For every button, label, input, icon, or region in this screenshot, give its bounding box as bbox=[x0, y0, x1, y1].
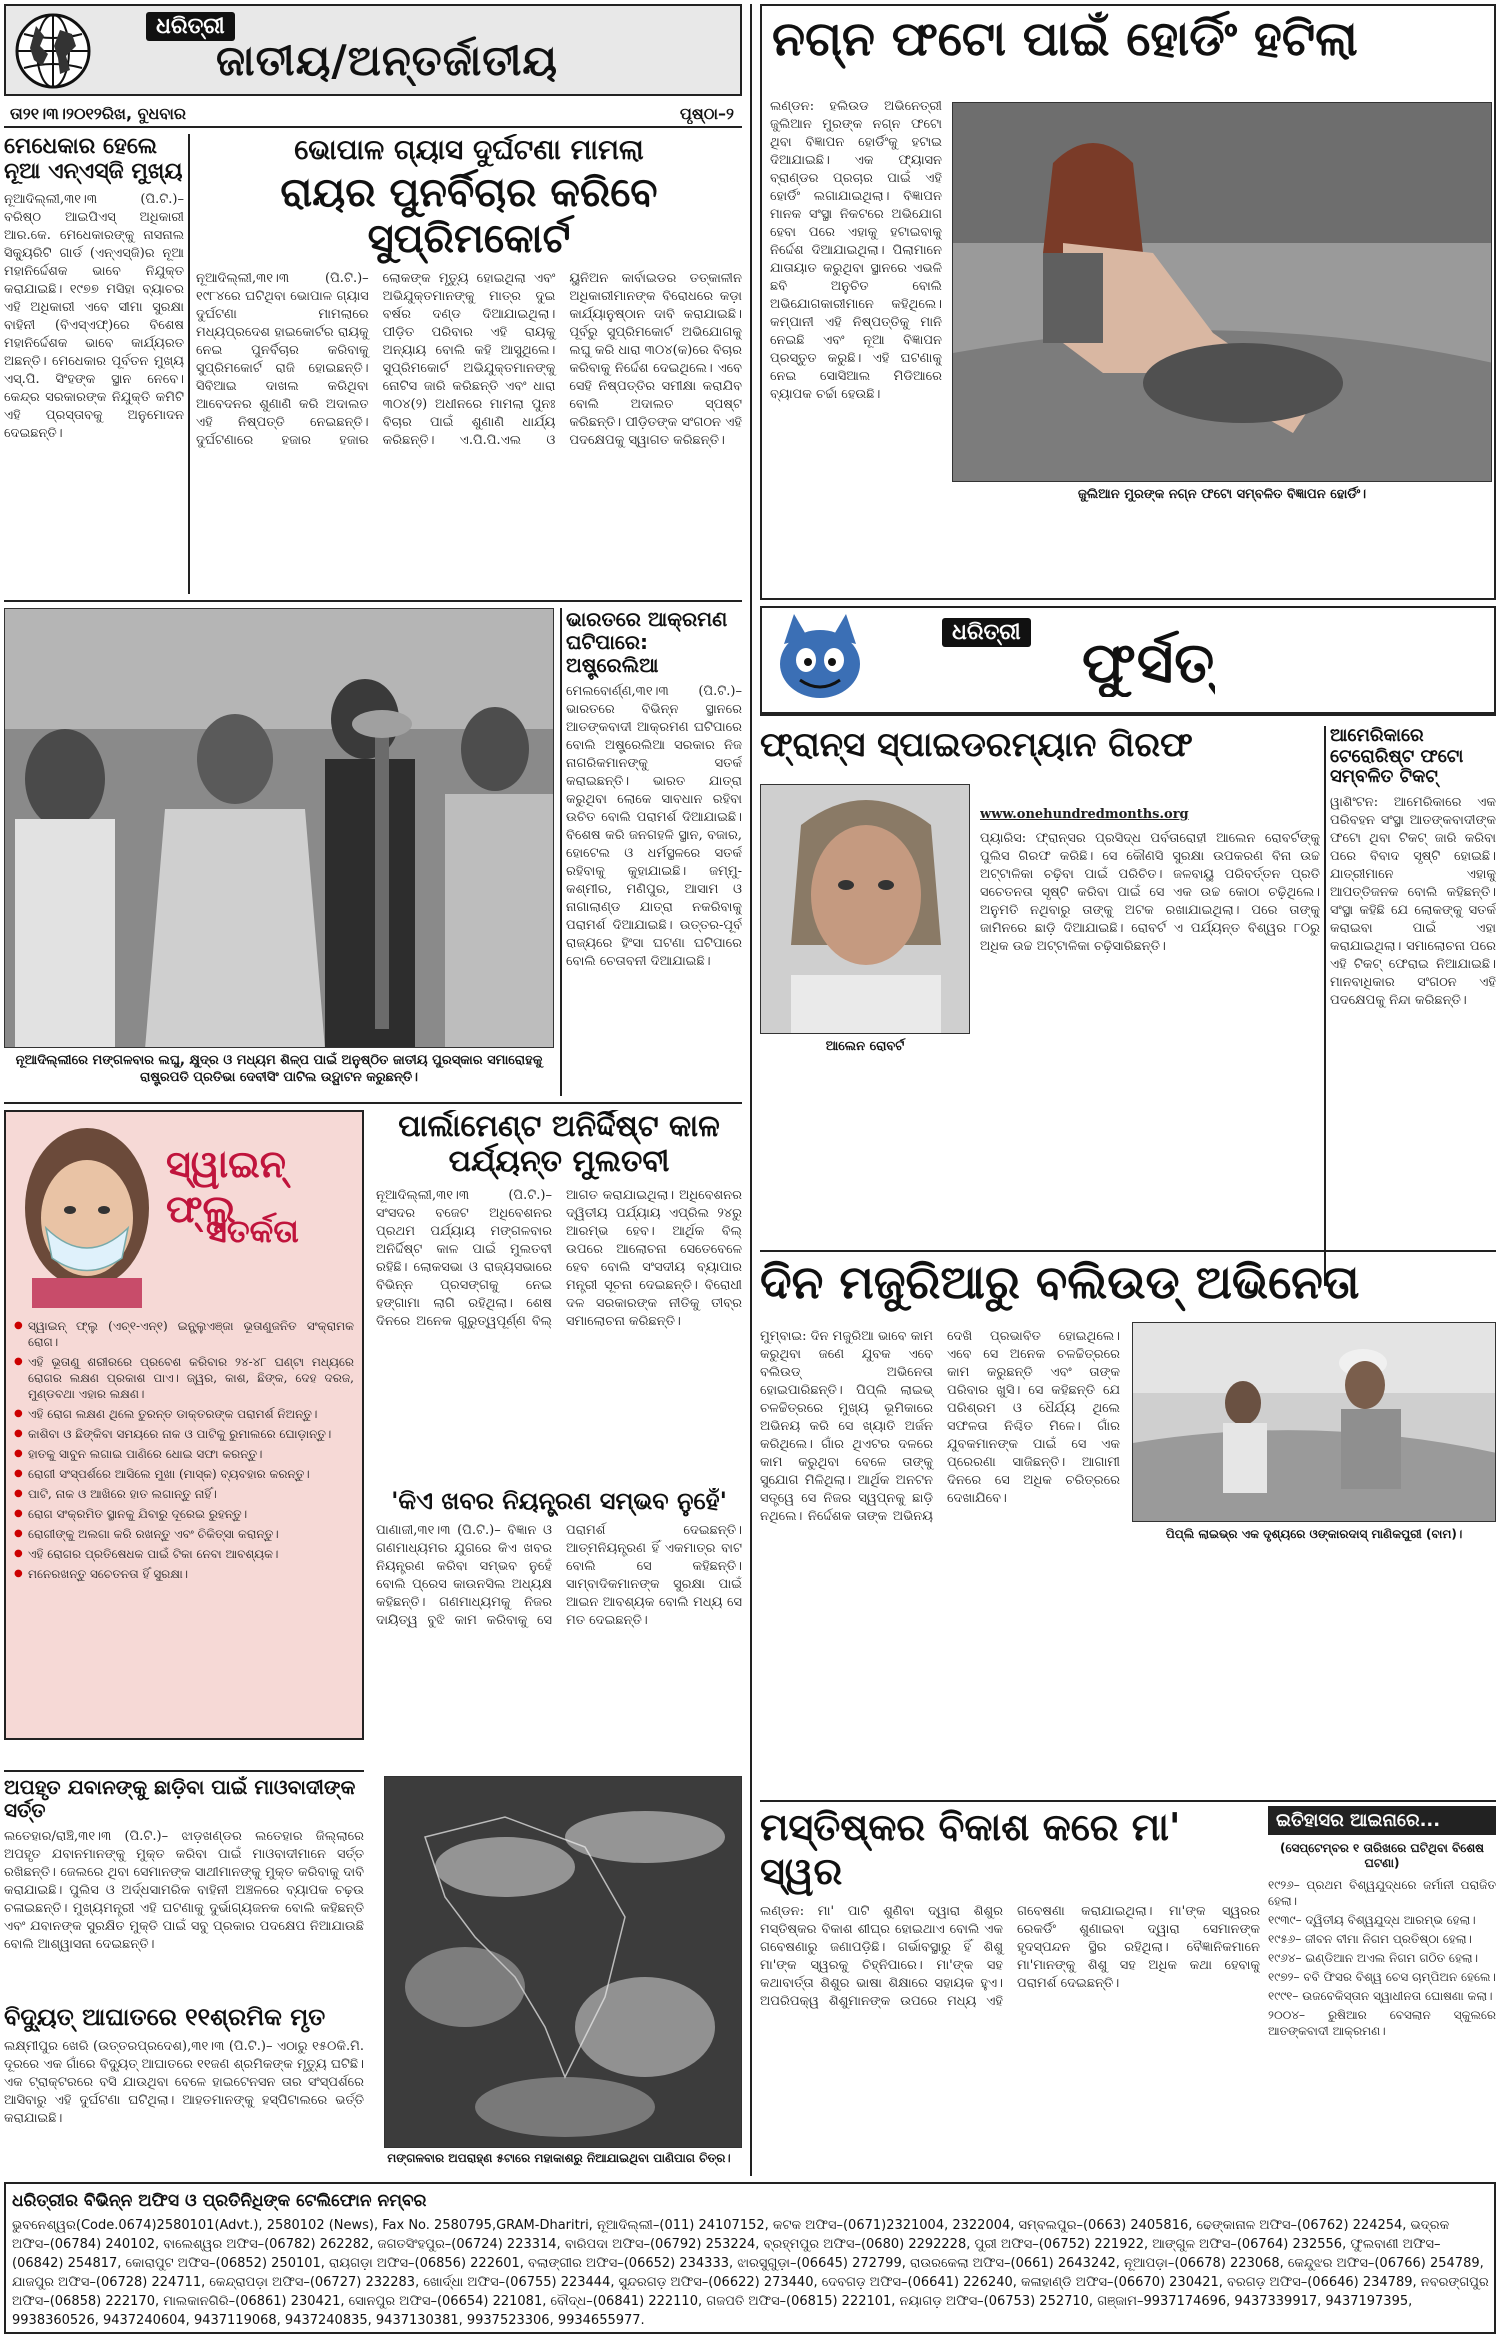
story-nsg bbox=[4, 134, 184, 594]
list-item: ● ଏହି ରୋଗର ପ୍ରତିଷେଧକ ପାଇଁ ଟିକା ନେବା ଆବଶ୍ୟକ। bbox=[14, 1546, 354, 1562]
fursat-logo: ଧରିତ୍ରୀ bbox=[942, 618, 1031, 647]
history-subtitle: (ସେପ୍ଟେମ୍ବର ୧ ତାରିଖରେ ଘଟିଥିବା ବିଶେଷ ଘଟଣା) bbox=[1279, 1841, 1485, 1870]
photo-alain-robert bbox=[760, 784, 970, 1034]
story-spiderman bbox=[760, 726, 1320, 1296]
issue-date: ତା୨୧।୩।୨୦୧୨ରିଖ, ବୁଧବାର bbox=[10, 104, 187, 123]
list-item: ● ଏହି ରୋଗ ଲକ୍ଷଣ ଥିଲେ ତୁରନ୍ତ ଡାକ୍ତରଙ୍କ ପରାମର୍ଶ ନିଅନ୍ତୁ। bbox=[14, 1406, 354, 1422]
story-hoarding-body-more bbox=[770, 514, 1490, 594]
list-item: ● ରୋଗୀ ସଂସ୍ପର୍ଶରେ ଆସିଲେ ମୁଖା (ମାସ୍କ) ବ୍ୟବହାର କରନ୍ତୁ। bbox=[14, 1466, 354, 1482]
fursat-title: ଫୁର୍ସତ୍ bbox=[1082, 630, 1216, 696]
photo-hoarding bbox=[952, 102, 1492, 482]
story-maoist bbox=[4, 1776, 364, 1996]
photo-president bbox=[4, 608, 554, 1048]
story-spiderman-body: ପ୍ୟାରିସ: ଫ୍ରାନ୍ସର ପ୍ରସିଦ୍ଧ ପର୍ବତାରୋହୀ ଆଲେନ ରୋବର୍ଟଙ୍କୁ ପୁଲିସ ଗିରଫ କରିଛି। ସେ କୌଣସି ସୁରକ୍ଷା ଉପକରଣ ବିନା ଉଚ୍ଚ ଅଟ୍ଟାଳିକା ଚଢ଼ିବା ପାଇଁ ପରିଚିତ। ଜଳବାୟୁ ପରିବର୍ତ୍ତନ ପ୍ରତି ସଚେତନତା ସୃଷ୍ଟି କରିବା ପାଇଁ ସେ ଏକ ଉଚ୍ଚ କୋଠା ଚଢ଼ିଥିଲେ। ଅନୁମତି ନଥିବାରୁ ତାଙ୍କୁ ଅଟକ ରଖାଯାଇଥିଲା। ପରେ ତାଙ୍କୁ ଜାମିନରେ ଛାଡ଼ି ଦିଆଯାଇଛି। ରୋବର୍ଟ ଏ ପର୍ଯ୍ୟନ୍ତ ବିଶ୍ୱର ୮୦ରୁ ଅଧିକ ଉଚ୍ଚ ଅଟ୍ଟାଳିକା ଚଢ଼ିସାରିଛନ୍ତି। bbox=[980, 831, 1320, 954]
section-masthead bbox=[4, 4, 742, 96]
swine-flu-title: ସ୍ୱାଇନ୍ ଫ୍ଲୁ bbox=[166, 1142, 286, 1231]
dateline-bar bbox=[4, 100, 742, 128]
story-nsg-headline: ମେଧେକାର ହେଲେ ନୂଆ ଏନ୍ଏସ୍ଜି ମୁଖ୍ୟ bbox=[4, 134, 183, 185]
story-nsg-body: ନୂଆଦିଲ୍ଲୀ,୩୧।୩ (ପି.ଟି.)– ବରିଷ୍ଠ ଆଇପିଏସ୍ ଅଧିକାରୀ ଆର.କେ. ମେଧେକାରଙ୍କୁ ନାସନାଲ ସିକ୍ୟୁରିଟି ଗାର୍ଡ (ଏନ୍ଏସ୍ଜି)ର ନୂଆ ମହାନିର୍ଦ୍ଦେଶକ ଭାବେ ନିଯୁକ୍ତ କରାଯାଇଛି। ୧୯୭୭ ମସିହା ବ୍ୟାଚର ଏହି ଅଧିକାରୀ ଏବେ ସୀମା ସୁରକ୍ଷା ବାହିନୀ (ବିଏସ୍ଏଫ୍)ରେ ବିଶେଷ ମହାନିର୍ଦ୍ଦେଶକ ଭାବେ କାର୍ଯ୍ୟରତ ଅଛନ୍ତି। ମେଧେକାର ପୂର୍ବତନ ମୁଖ୍ୟ ଏସ୍.ପି. ସିଂହଙ୍କ ସ୍ଥାନ ନେବେ। କେନ୍ଦ୍ର ସରକାରଙ୍କ ନିଯୁକ୍ତି କମିଟି ଏହି ପ୍ରସ୍ତାବକୁ ଅନୁମୋଦନ ଦେଇଛନ୍ତି। bbox=[4, 191, 184, 441]
story-press bbox=[376, 1488, 742, 1768]
story-australia bbox=[566, 608, 742, 1096]
history-box bbox=[1268, 1806, 1496, 2176]
story-america-body: ୱାଶିଂଟନ: ଆମେରିକାରେ ଏକ ପରିବହନ ସଂସ୍ଥା ଆତଙ୍କବାଦୀଙ୍କ ଫଟୋ ଥିବା ଟିକଟ୍ ଜାରି କରିବା ପରେ ବିବାଦ ସୃଷ୍ଟି ହୋଇଛି। ଯାତ୍ରୀମାନେ ଏହାକୁ ଆପତ୍ତିଜନକ ବୋଲି କହିଛନ୍ତି। ସଂସ୍ଥା କହିଛି ଯେ ଲୋକଙ୍କୁ ସତର୍କ କରାଇବା ପାଇଁ ଏହା କରାଯାଇଥିଲା। ସମାଲୋଚନା ପରେ ଏହି ଟିକଟ୍ ଫେରାଇ ନିଆଯାଇଛି। ମାନବାଧିକାର ସଂଗଠନ ଏହି ପଦକ୍ଷେପକୁ ନିନ୍ଦା କରିଛନ୍ତି। bbox=[1330, 795, 1496, 1009]
page-divider bbox=[750, 4, 752, 2176]
story-bhopal-headline: ରାୟର ପୁନର୍ବିଚାର କରିବେ ସୁପ୍ରିମକୋର୍ଟ bbox=[280, 170, 658, 263]
list-item: ୧୯୫୬– ଜୀବନ ବୀମା ନିଗମ ପ୍ରତିଷ୍ଠା ହେଲା। bbox=[1268, 1932, 1472, 1946]
story-parliament-headline: ପାର୍ଲାମେଣ୍ଟ ଅନିର୍ଦ୍ଦିଷ୍ଟ କାଳ ପର୍ଯ୍ୟନ୍ତ ମୁଲତବୀ bbox=[398, 1110, 720, 1179]
swine-flu-subtitle: ସତର୍କତା bbox=[206, 1212, 299, 1250]
story-brain bbox=[760, 1806, 1260, 2176]
list-item: ୧୯୩୯– ଦ୍ୱିତୀୟ ବିଶ୍ୱଯୁଦ୍ଧ ଆରମ୍ଭ ହେଲା। bbox=[1268, 1913, 1476, 1927]
photo-hoarding-caption: ଜୁଲିଆନ ମୁରଙ୍କ ନଗ୍ନ ଫଟୋ ସମ୍ବଳିତ ବିଜ୍ଞାପନ ହୋର୍ଡିଂ। bbox=[1077, 487, 1367, 502]
story-hoarding bbox=[760, 4, 1496, 600]
story-bhopal-body: ନୂଆଦିଲ୍ଲୀ,୩୧।୩ (ପି.ଟି.)– ୧୯୮୪ରେ ଘଟିଥିବା ଭୋପାଳ ଗ୍ୟାସ ଦୁର୍ଘଟଣା ମାମଲାରେ ମଧ୍ୟପ୍ରଦେଶ ହାଇକୋର୍ଟର ରାୟକୁ ନେଇ ପୁନର୍ବିଚାର କରିବାକୁ ସୁପ୍ରିମକୋର୍ଟ ରାଜି ହୋଇଛନ୍ତି। ସିବିଆଇ ଦାଖଲ କରିଥିବା ଆବେଦନର ଶୁଣାଣି କରି ଅଦାଲତ ଏହି ନିଷ୍ପତ୍ତି ନେଇଛନ୍ତି। ଦୁର୍ଘଟଣାରେ ହଜାର ହଜାର ଲୋକଙ୍କ ମୃତ୍ୟୁ ହୋଇଥିଲା ଏବଂ ଅଭିଯୁକ୍ତମାନଙ୍କୁ ମାତ୍ର ଦୁଇ ବର୍ଷର ଦଣ୍ଡ ଦିଆଯାଇଥିଲା। ପୀଡ଼ିତ ପରିବାର ଏହି ରାୟକୁ ଅନ୍ୟାୟ ବୋଲି କହି ଆସୁଥିଲେ। ସୁପ୍ରିମକୋର୍ଟ ଅଭିଯୁକ୍ତମାନଙ୍କୁ ନୋଟିସ ଜାରି କରିଛନ୍ତି ଏବଂ ଧାରା ୩୦୪(୨) ଅଧୀନରେ ମାମଲା ପୁନଃ ବିଚାର ପାଇଁ ଶୁଣାଣି ଧାର୍ଯ୍ୟ କରିଛନ୍ତି। ଏ.ପି.ପି.ଏଲ ଓ ୟୁନିଅନ କାର୍ବାଇଡର ତତ୍କାଳୀନ ଅଧିକାରୀମାନଙ୍କ ବିରୋଧରେ କଡ଼ା କାର୍ଯ୍ୟାନୁଷ୍ଠାନ ଦାବି କରାଯାଇଛି। ପୂର୍ବରୁ ସୁପ୍ରିମକୋର୍ଟ ଅଭିଯୋଗକୁ ଲଘୁ କରି ଧାରା ୩୦୪(କ)ରେ ବିଚାର କରିବାକୁ ନିର୍ଦ୍ଦେଶ ଦେଇଥିଲେ। ଏବେ ସେହି ନିଷ୍ପତ୍ତିର ସମୀକ୍ଷା କରାଯିବ ବୋଲି ଅଦାଲତ ସ୍ପଷ୍ଟ କରିଛନ୍ତି। ପୀଡ଼ିତଙ୍କ ସଂଗଠନ ଏହି ପଦକ୍ଷେପକୁ ସ୍ୱାଗତ କରିଛନ୍ତି। bbox=[196, 271, 742, 449]
story-brain-body: ଲଣ୍ଡନ: ମା' ପାଟି ଶୁଣିବା ଦ୍ୱାରା ଶିଶୁର ମସ୍ତିଷ୍କର ବିକାଶ ଶୀଘ୍ର ହୋଇଥାଏ ବୋଲି ଏକ ଗବେଷଣାରୁ ଜଣାପଡ଼ିଛି। ଗର୍ଭାବସ୍ଥାରୁ ହିଁ ଶିଶୁ ମା'ଙ୍କ ସ୍ୱରକୁ ଚିହ୍ନିପାରେ। ମା'ଙ୍କ ସହ କଥାବାର୍ତ୍ତା ଶିଶୁର ଭାଷା ଶିକ୍ଷାରେ ସହାୟକ ହୁଏ। ଅପରିପକ୍ୱ ଶିଶୁମାନଙ୍କ ଉପରେ ମଧ୍ୟ ଏହି ଗବେଷଣା କରାଯାଇଥିଲା। ମା'ଙ୍କ ସ୍ୱରର ରେକର୍ଡିଂ ଶୁଣାଇବା ଦ୍ୱାରା ସେମାନଙ୍କ ହୃଦସ୍ପନ୍ଦନ ସ୍ଥିର ରହିଥିଲା। ବୈଜ୍ଞାନିକମାନେ ମା'ମାନଙ୍କୁ ଶିଶୁ ସହ ଅଧିକ କଥା ହେବାକୁ ପରାମର୍ଶ ଦେଇଛନ୍ତି। bbox=[760, 1904, 1260, 2010]
story-spiderman-headline: ଫ୍ରାନ୍ସ ସ୍ପାଇଡରମ୍ୟାନ ଗିରଫ bbox=[760, 726, 1193, 765]
story-bollywood-body: ମୁମ୍ବାଇ: ଦିନ ମଜୁରିଆ ଭାବେ କାମ କରୁଥିବା ଜଣେ ଯୁବକ ଏବେ ବଲିଉଡ୍ ଅଭିନେତା ହୋଇପାରିଛନ୍ତି। ପିପ୍ଲି ଲାଇଭ୍ ଚଳଚ୍ଚିତ୍ରରେ ମୁଖ୍ୟ ଭୂମିକାରେ ଅଭିନୟ କରି ସେ ଖ୍ୟାତି ଅର୍ଜନ କରିଥିଲେ। ଗାଁର ଥିଏଟର ଦଳରେ କାମ କରୁଥିବା ବେଳେ ତାଙ୍କୁ ସୁଯୋଗ ମିଳିଥିଲା। ଆର୍ଥିକ ଅନଟନ ସତ୍ତ୍ୱେ ସେ ନିଜର ସ୍ୱପ୍ନକୁ ଛାଡ଼ି ନଥିଲେ। ନିର୍ଦ୍ଦେଶକ ତାଙ୍କ ଅଭିନୟ ଦେଖି ପ୍ରଭାବିତ ହୋଇଥିଲେ। ଏବେ ସେ ଅନେକ ଚଳଚ୍ଚିତ୍ରରେ କାମ କରୁଛନ୍ତି ଏବଂ ତାଙ୍କ ପରିବାର ଖୁସି। ସେ କହିଛନ୍ତି ଯେ ପରିଶ୍ରମ ଓ ଧୈର୍ଯ୍ୟ ଥିଲେ ସଫଳତା ନିଶ୍ଚିତ ମିଳେ। ଗାଁର ଯୁବକମାନଙ୍କ ପାଇଁ ସେ ଏକ ପ୍ରେରଣା ସାଜିଛନ୍ତି। ଆଗାମୀ ଦିନରେ ସେ ଅଧିକ ଚରିତ୍ରରେ ଦେଖାଯିବେ। bbox=[760, 1329, 1120, 1524]
photo-satellite-caption: ମଙ୍ଗଳବାର ଅପରାହ୍ଣ ୫ଟାରେ ମହାକାଶରୁ ନିଆଯାଇଥିବା ପାଣିପାଗ ଚିତ୍ର। bbox=[387, 2151, 731, 2165]
story-press-body: ପାଣାଜୀ,୩୧।୩ (ପି.ଟି.)– ବିଜ୍ଞାନ ଓ ଗଣମାଧ୍ୟମର ଯୁଗରେ କିଏ ଖବର ନିୟନ୍ତ୍ରଣ କରିବା ସମ୍ଭବ ନୁହେଁ ବୋଲି ପ୍ରେସ କାଉନସିଲ ଅଧ୍ୟକ୍ଷ କହିଛନ୍ତି। ଗଣମାଧ୍ୟମକୁ ନିଜର ଦାୟିତ୍ୱ ବୁଝି କାମ କରିବାକୁ ସେ ପରାମର୍ଶ ଦେଇଛନ୍ତି। ଆତ୍ମନିୟନ୍ତ୍ରଣ ହିଁ ଏକମାତ୍ର ବାଟ ବୋଲି ସେ କହିଛନ୍ତି। ସାମ୍ବାଦିକମାନଙ୍କ ସୁରକ୍ଷା ପାଇଁ ଆଇନ ଆବଶ୍ୟକ ବୋଲି ମଧ୍ୟ ସେ ମତ ଦେଇଛନ୍ତି। bbox=[376, 1522, 742, 1628]
swine-flu-list bbox=[14, 1318, 354, 1586]
story-electric-body: ଲକ୍ଷ୍ମୀପୁର ଖେରି (ଉତ୍ତରପ୍ରଦେଶ),୩୧।୩ (ପି.ଟି.)– ଏଠାରୁ ୧୫୦କି.ମି. ଦୂରରେ ଏକ ଗାଁରେ ବିଦ୍ୟୁତ୍ ଆଘାତରେ ୧୧ଜଣ ଶ୍ରମିକଙ୍କ ମୃତ୍ୟୁ ଘଟିଛି। ଏକ ଟ୍ରାକ୍ଟରରେ ବସି ଯାଉଥିବା ବେଳେ ହାଇଟେନସନ ତାର ସଂସ୍ପର୍ଶରେ ଆସିବାରୁ ଏହି ଦୁର୍ଘଟଣା ଘଟିଥିଲା। ଆହତମାନଙ୍କୁ ହସ୍ପିଟାଲରେ ଭର୍ତ୍ତି କରାଯାଇଛି। bbox=[4, 2038, 364, 2126]
list-item: ● ଏହି ଭୂତାଣୁ ଶରୀରରେ ପ୍ରବେଶ କରିବାର ୨୪-୪୮ ଘଣ୍ଟା ମଧ୍ୟରେ ରୋଗର ଲକ୍ଷଣ ପ୍ରକାଶ ପାଏ। ଜ୍ୱର, କାଶ, ଛିଙ୍କ, ଦେହ ଦରଜ, ମୁଣ୍ଡବଥା ଏହାର ଲକ୍ଷଣ। bbox=[14, 1354, 354, 1402]
fursat-banner bbox=[760, 606, 1496, 716]
photo-peepli-live bbox=[1132, 1322, 1496, 1522]
list-item: ୧୯୯୧– ଉଜବେକିସ୍ତାନ ସ୍ୱାଧୀନତା ଘୋଷଣା କଲା। bbox=[1268, 1989, 1493, 2003]
swine-flu-box bbox=[4, 1110, 364, 1740]
list-item: ● ସ୍ୱାଇନ୍ ଫ୍ଲୁ (ଏଚ୍୧-ଏନ୍୧) ଇନ୍ଫ୍ଲୁଏଞ୍ଜା ଭୂତାଣୁଜନିତ ସଂକ୍ରାମକ ରୋଗ। bbox=[14, 1318, 354, 1350]
photo-president-caption: ନୂଆଦିଲ୍ଲୀରେ ମଙ୍ଗଳବାର ଲଘୁ, କ୍ଷୁଦ୍ର ଓ ମଧ୍ୟମ ଶିଳ୍ପ ପାଇଁ ଅନୁଷ୍ଠିତ ଜାତୀୟ ପୁରସ୍କାର ସମାରୋହକୁ ରାଷ୍ଟ୍ରପତି ପ୍ରତିଭା ଦେବୀସିଂ ପାଟିଲ ଉଦ୍ଘାଟନ କରୁଛନ୍ତି। bbox=[15, 1053, 543, 1085]
globe-logo-icon bbox=[14, 12, 92, 90]
list-item: ● ହାତକୁ ସାବୁନ ଲଗାଇ ପାଣିରେ ଧୋଇ ସଫା କରନ୍ତୁ। bbox=[14, 1446, 354, 1462]
newspaper-logo: ଧରିତ୍ରୀ bbox=[146, 12, 235, 41]
story-electric-headline: ବିଦ୍ୟୁତ୍ ଆଘାତରେ ୧୧ଶ୍ରମିକ ମୃତ bbox=[4, 2004, 326, 2031]
photo-satellite bbox=[384, 1776, 742, 2148]
list-item: ୨୦୦୪– ରୁଷିଆର ବେସଲାନ ସ୍କୁଲରେ ଆତଙ୍କବାଦୀ ଆକ୍ରମଣ। bbox=[1268, 2008, 1496, 2038]
history-list bbox=[1268, 1877, 1496, 2039]
story-parliament bbox=[376, 1110, 742, 1480]
list-item: ୧୯୨୬– ପ୍ରଥମ ବିଶ୍ୱଯୁଦ୍ଧରେ ଜର୍ମାନୀ ପରାଜିତ ହେଲା। bbox=[1268, 1878, 1496, 1908]
story-australia-body: ମେଲବୋର୍ଣ୍ଣ,୩୧।୩ (ପି.ଟି.)– ଭାରତରେ ବିଭିନ୍ନ ସ୍ଥାନରେ ଆତଙ୍କବାଦୀ ଆକ୍ରମଣ ଘଟିପାରେ ବୋଲି ଅଷ୍ଟ୍ରେଲିଆ ସରକାର ନିଜ ନାଗରିକମାନଙ୍କୁ ସତର୍କ କରାଇଛନ୍ତି। ଭାରତ ଯାତ୍ରା କରୁଥିବା ଲୋକେ ସାବଧାନ ରହିବା ଉଚିତ ବୋଲି ପରାମର୍ଶ ଦିଆଯାଇଛି। ବିଶେଷ କରି ଜନଗହଳି ସ୍ଥାନ, ବଜାର, ହୋଟେଲ ଓ ଧର୍ମସ୍ଥଳରେ ସତର୍କ ରହିବାକୁ କୁହାଯାଇଛି। ଜମ୍ମୁ-କଶ୍ମୀର, ମଣିପୁର, ଆସାମ ଓ ନାଗାଲାଣ୍ଡ ଯାତ୍ରା ନକରିବାକୁ ପରାମର୍ଶ ଦିଆଯାଇଛି। ଉତ୍ତର-ପୂର୍ବ ରାଜ୍ୟରେ ହିଂସା ଘଟଣା ଘଟିପାରେ ବୋଲି ଚେତାବନୀ ଦିଆଯାଇଛି। bbox=[566, 684, 742, 969]
story-maoist-headline: ଅପହୃତ ଯବାନଙ୍କୁ ଛାଡ଼ିବା ପାଇଁ ମାଓବାଦୀଙ୍କ ସର୍ତ୍ତ bbox=[4, 1776, 356, 1822]
section-rule bbox=[760, 1800, 1496, 1802]
section-title: ଜାତୀୟ/ଅନ୍ତର୍ଜାତୀୟ bbox=[216, 36, 559, 85]
story-america bbox=[1330, 726, 1496, 1286]
story-bhopal-kicker: ଭୋପାଳ ଗ୍ୟାସ ଦୁର୍ଘଟଣା ମାମଲା bbox=[294, 134, 644, 166]
story-electric bbox=[4, 2004, 364, 2166]
story-bollywood-headline: ଦିନ ମଜୁରିଆରୁ ବଲିଉଡ୍ ଅଭିନେତା bbox=[760, 1256, 1360, 1309]
list-item: ● ପାଟି, ନାକ ଓ ଆଖିରେ ହାତ ଲଗାନ୍ତୁ ନାହିଁ। bbox=[14, 1486, 354, 1502]
story-spiderman-body-more bbox=[760, 1066, 1320, 1266]
story-australia-headline: ଭାରତରେ ଆକ୍ରମଣ ଘଟିପାରେ: ଅଷ୍ଟ୍ରେଲିଆ bbox=[566, 608, 728, 677]
story-bollywood-body-more bbox=[1132, 1554, 1496, 1784]
cartoon-cat-icon bbox=[770, 614, 870, 704]
story-maoist-body: ଲତେହାର/ରାଞ୍ଚି,୩୧।୩ (ପି.ଟି.)– ଝାଡ଼ଖଣ୍ଡର ଲତେହାର ଜିଲ୍ଲାରେ ଅପହୃତ ଯବାନମାନଙ୍କୁ ମୁକ୍ତ କରିବା ପାଇଁ ମାଓବାଦୀମାନେ ସର୍ତ୍ତ ରଖିଛନ୍ତି। ଜେଲରେ ଥିବା ସେମାନଙ୍କ ସାଥୀମାନଙ୍କୁ ମୁକ୍ତ କରିବାକୁ ଦାବି କରାଯାଇଛି। ପୁଲିସ ଓ ଅର୍ଦ୍ଧସାମରିକ ବାହିନୀ ଅଞ୍ଚଳରେ ବ୍ୟାପକ ଚଢ଼ଉ ଚଳାଇଛନ୍ତି। ମୁଖ୍ୟମନ୍ତ୍ରୀ ଏହି ଘଟଣାକୁ ଦୁର୍ଭାଗ୍ୟଜନକ ବୋଲି କହିଛନ୍ତି ଏବଂ ଯବାନଙ୍କ ସୁରକ୍ଷିତ ମୁକ୍ତି ପାଇଁ ସବୁ ପ୍ରକାର ପଦକ୍ଷେପ ନିଆଯାଉଛି ବୋଲି ଆଶ୍ୱାସନା ଦେଇଛନ୍ତି। bbox=[4, 1829, 364, 1952]
list-item: ୧୯୭୨– ବବି ଫିସର ବିଶ୍ୱ ଚେସ ଚାମ୍ପିଅନ ହେଲେ। bbox=[1268, 1970, 1496, 1984]
story-brain-headline: ମସ୍ତିଷ୍କର ବିକାଶ କରେ ମା' ସ୍ୱର bbox=[760, 1806, 1181, 1893]
story-spiderman-url[interactable]: www.onehundredmonths.org bbox=[980, 807, 1189, 822]
story-hoarding-body: ଲଣ୍ଡନ: ହଲିଉଡ ଅଭିନେତ୍ରୀ ଜୁଲିଆନ ମୁରଙ୍କ ନଗ୍ନ ଫଟୋ ଥିବା ବିଜ୍ଞାପନ ହୋର୍ଡିଂକୁ ହଟାଇ ଦିଆଯାଇଛି। ଏକ ଫ୍ୟାସନ ବ୍ରାଣ୍ଡର ପ୍ରଚାର ପାଇଁ ଏହି ହୋର୍ଡିଂ ଲଗାଯାଇଥିଲା। ବିଜ୍ଞାପନ ମାନକ ସଂସ୍ଥା ନିକଟରେ ଅଭିଯୋଗ ହେବା ପରେ ଏହାକୁ ହଟାଇବାକୁ ନିର୍ଦ୍ଦେଶ ଦିଆଯାଇଥିଲା। ପିଲାମାନେ ଯାତାୟାତ କରୁଥିବା ସ୍ଥାନରେ ଏଭଳି ଛବି ଅନୁଚିତ ବୋଲି ଅଭିଯୋଗକାରୀମାନେ କହିଥିଲେ। କମ୍ପାନୀ ଏହି ନିଷ୍ପତ୍ତିକୁ ମାନି ନେଇଛି ଏବଂ ନୂଆ ବିଜ୍ଞାପନ ପ୍ରସ୍ତୁତ କରୁଛି। ଏହି ଘଟଣାକୁ ନେଇ ସୋସିଆଲ ମିଡିଆରେ ବ୍ୟାପକ ଚର୍ଚ୍ଚା ହେଉଛି। bbox=[770, 99, 942, 402]
list-item: ୧୯୬୪– ଇଣ୍ଡିଆନ ଅଏଲ ନିଗମ ଗଠିତ ହେଲା। bbox=[1268, 1951, 1478, 1965]
girl-mask-illustration bbox=[12, 1118, 162, 1308]
footer-title: ଧରିତ୍ରୀର ବିଭିନ୍ନ ଅଫିସ ଓ ପ୍ରତିନିଧିଙ୍କ ଟେଲିଫୋନ ନମ୍ବର bbox=[12, 2191, 427, 2211]
section-rule bbox=[4, 1770, 364, 1772]
list-item: ● ମନେରଖନ୍ତୁ ସଚେତନତା ହିଁ ସୁରକ୍ଷା। bbox=[14, 1566, 354, 1582]
history-title: ଇତିହାସର ଆଇନାରେ... bbox=[1268, 1806, 1496, 1835]
page-number: ପୃଷ୍ଠା–୨ bbox=[679, 104, 734, 123]
footer-text: ଭୁବନେଶ୍ୱର(Code.0674)2580101(Advt.), 2580102 (News), Fax No. 2580795,GRAM-Dharitri, ନୂଆଦିଲ୍ଲୀ–(011) 24107152, କଟକ ଅଫିସ–(0671)2321004, 2322004, ସମ୍ବଲପୁର–(0663) 2405816, ଢେଙ୍କାନାଳ ଅଫିସ–(06762) 224254, ଭଦ୍ରକ ଅଫିସ–(06784) 240102, ବାଲେଶ୍ୱର ଅଫିସ–(06782) 262282, ଜଗତସିଂହପୁର–(06724) 223314, ବାରିପଦା ଅଫିସ–(06792) 253224, ବ୍ରହ୍ମପୁର ଅଫିସ–(0680) 2292228, ପୁରୀ ଅଫିସ–(06752) 221922, ଆଙ୍ଗୁଳ ଅଫିସ–(06764) 232556, ଫୁଲବାଣୀ ଅଫିସ–(06842) 254817, କୋରାପୁଟ ଅଫିସ–(06852) 250101, ରାୟଗଡ଼ା ଅଫିସ–(06856) 222601, ବଲାଙ୍ଗୀର ଅଫିସ–(06652) 234333, ଝାରସୁଗୁଡ଼ା–(06645) 272799, ରାଉରକେଲା ଅଫିସ–(0661) 2643242, ନୂଆପଡ଼ା–(06678) 223068, କେନ୍ଦୁଝର ଅଫିସ–(06766) 254789, ଯାଜପୁର ଅଫିସ–(06728) 224711, କେନ୍ଦ୍ରାପଡ଼ା ଅଫିସ–(06727) 232283, ଖୋର୍ଦ୍ଧା ଅଫିସ–(06755) 223444, ସୁନ୍ଦରଗଡ଼ ଅଫିସ–(06622) 273440, ଦେବଗଡ଼ ଅଫିସ–(06641) 226240, କଳାହାଣ୍ଡି ଅଫିସ–(06670) 230421, ବରଗଡ଼ ଅଫିସ–(06646) 234789, ନବରଙ୍ଗପୁର ଅଫିସ–(06858) 222170, ମାଲକାନଗିରି–(06861) 230421, ସୋନପୁର ଅଫିସ–(06654) 221081, ବୌଦ୍ଧ–(06841) 222110, ଗଜପତି ଅଫିସ–(06815) 222101, ନୟାଗଡ଼ ଅଫିସ–(06753) 252710, ଗଞ୍ଜାମ–9937174696, 9437339917, 9437197395, 9938360526, 9437240604, 9437119068, 9437240835, 9437130381, 9937523306, 9934655977. bbox=[12, 2218, 1489, 2328]
list-item: ● କାଶିବା ଓ ଛିଙ୍କିବା ସମୟରେ ନାକ ଓ ପାଟିକୁ ରୁମାଲରେ ଘୋଡ଼ାନ୍ତୁ। bbox=[14, 1426, 354, 1442]
section-rule bbox=[4, 1102, 742, 1104]
story-america-headline: ଆମେରିକାରେ ଟେରୋରିଷ୍ଟ ଫଟୋ ସମ୍ବଳିତ ଟିକଟ୍ bbox=[1330, 726, 1464, 788]
list-item: ● ରୋଗ ସଂକ୍ରମିତ ସ୍ଥାନକୁ ଯିବାରୁ ଦୂରେଇ ରୁହନ୍ତୁ। bbox=[14, 1506, 354, 1522]
photo-alain-robert-caption: ଆଲେନ ରୋବର୍ଟ bbox=[825, 1039, 905, 1054]
section-rule bbox=[760, 1250, 1496, 1252]
story-hoarding-headline: ନଗ୍ନ ଫଟୋ ପାଇଁ ହୋର୍ଡିଂ ହଟିଲା bbox=[772, 11, 1358, 67]
story-bollywood bbox=[760, 1256, 1496, 1796]
list-item: ● ରୋଗୀଙ୍କୁ ଅଲଗା କରି ରଖନ୍ତୁ ଏବଂ ଚିକିତ୍ସା କରାନ୍ତୁ। bbox=[14, 1526, 354, 1542]
section-rule bbox=[4, 600, 742, 602]
column-rule bbox=[188, 134, 190, 594]
story-press-headline: 'କିଏ ଖବର ନିୟନ୍ତ୍ରଣ ସମ୍ଭବ ନୁହେଁ' bbox=[391, 1488, 727, 1515]
story-bhopal bbox=[196, 134, 742, 594]
column-rule bbox=[1324, 726, 1326, 1286]
story-parliament-body: ନୂଆଦିଲ୍ଲୀ,୩୧।୩ (ପି.ଟି.)– ସଂସଦର ବଜେଟ ଅଧିବେଶନର ପ୍ରଥମ ପର୍ଯ୍ୟାୟ ମଙ୍ଗଳବାର ଅନିର୍ଦ୍ଦିଷ୍ଟ କାଳ ପାଇଁ ମୁଲତବୀ ରହିଛି। ଲୋକସଭା ଓ ରାଜ୍ୟସଭାରେ ବିଭିନ୍ନ ପ୍ରସଙ୍ଗକୁ ନେଇ ହଙ୍ଗାମା ଲାଗି ରହିଥିଲା। ଶେଷ ଦିନରେ ଅନେକ ଗୁରୁତ୍ୱପୂର୍ଣ୍ଣ ବିଲ୍ ଆଗତ କରାଯାଇଥିଲା। ଅଧିବେଶନର ଦ୍ୱିତୀୟ ପର୍ଯ୍ୟାୟ ଏପ୍ରିଲ ୨୪ରୁ ଆରମ୍ଭ ହେବ। ଆର୍ଥିକ ବିଲ୍ ଉପରେ ଆଲୋଚନା ସେତେବେଳେ ହେବ ବୋଲି ସଂସଦୀୟ ବ୍ୟାପାର ମନ୍ତ୍ରୀ ସୂଚନା ଦେଇଛନ୍ତି। ବିରୋଧୀ ଦଳ ସରକାରଙ୍କ ନୀତିକୁ ତୀବ୍ର ସମାଲୋଚନା କରିଛନ୍ତି। bbox=[376, 1188, 742, 1329]
photo-peepli-live-caption: ପିପ୍ଲି ଲାଇଭ୍ର ଏକ ଦୃଶ୍ୟରେ ଓଙ୍କାରଦାସ୍ ମାଣିକପୁରୀ (ବାମ)। bbox=[1165, 1527, 1463, 1541]
column-rule bbox=[560, 608, 562, 1096]
footer-contacts bbox=[4, 2182, 1496, 2334]
